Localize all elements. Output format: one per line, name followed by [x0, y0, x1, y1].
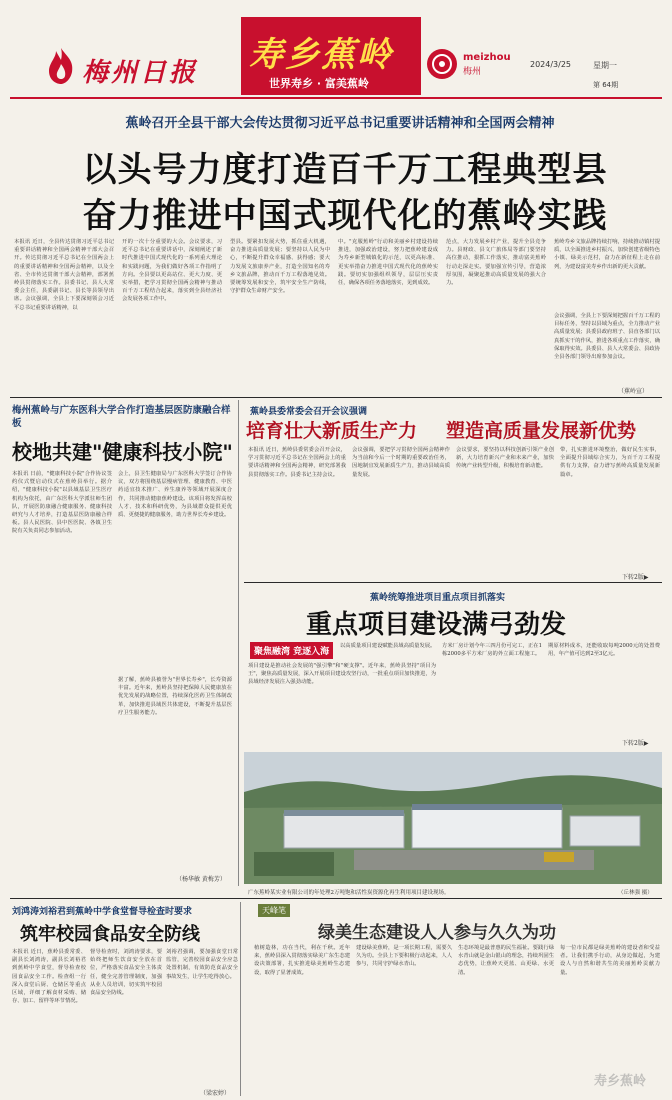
section-banner	[241, 17, 421, 95]
section-slogan: 世界寿乡 · 富美蕉岭	[269, 77, 369, 90]
paper-name: 梅州日报	[82, 58, 199, 88]
left-col-3: 据了解，蕉岭县被誉为"世界长寿乡"，长寿资源丰富。近年来，蕉岭县坚持把保障人民健康放在优先发展的战略位置，持续深化医药卫生体制改革，加快推进县域医共体建设，不断提升基层医疗卫生服务能力。	[118, 677, 232, 716]
school-col-2: 督导检查时，刘鸿涛要求，要始终把师生饮食安全放在首位，严格落实食品安全主体责任，健全完善管理制度，加强从业人员培训，切实筑牢校园食品安全防线。	[90, 949, 162, 997]
watermark: 寿乡蕉岭	[594, 1074, 647, 1089]
school-col-3: 刘裕君强调，要加强食堂日常监管，完善校园食品安全应急处置机制，有效防范食品安全事故发生，让学生吃得放心。	[166, 949, 238, 980]
masthead	[0, 0, 672, 100]
masthead-rule	[10, 97, 662, 99]
feature-col-3: 方米厂房计划今年三四月份可完工，正在1栋2000多平方米厂房的外立面工程施工。	[442, 643, 542, 658]
issue-weekday: 星期一	[593, 61, 617, 70]
left-col-1: 本报讯 日前，"健康科技小院"合作协议签约仪式暨启动仪式在蕉岭县举行。据介绍，"健康科技小院"以县域基层卫生医疗机构为依托，由广东医科大学派驻师生团队，开展医防康融合健康服务、健康科技研究与人才培养，打造基层医防康融合样板。县人民医院、县中医医院、各镇卫生院有关负责同志参加活动。	[12, 471, 112, 535]
divider-lead	[10, 397, 662, 398]
feature-headline: 重点项目建设满弓劲发	[306, 610, 567, 640]
meizhou-emblem-icon	[426, 48, 458, 80]
editorial-headline: 绿美生态建设人人参与久久为功	[318, 923, 556, 943]
lead-col-4: 中。"克服蕉岭"行动和美丽乡村建设持续推进，加强政治建设，努力把蕉岭建设成为寿乡新型城镇化的示范，以更高标准、更实举措奋力推进中国式现代化的蕉岭实践。要切实加强组织领导，层层压实责任，确保各项任务落地落实，见到成效。	[338, 239, 438, 287]
editorial-col-1: 植树造林，功在当代，利在千秋。近年来，蕉岭县深入贯彻落实绿美广东生态建设决策部署，扎实推进绿美蕉岭生态建设，取得了显著成效。	[254, 945, 350, 976]
vertical-divider-bottom	[240, 902, 241, 1096]
school-headline: 筑牢校园食品安全防线	[20, 924, 200, 945]
photo-credit: （丘林强 摄）	[618, 890, 653, 896]
lead-kicker: 蕉岭召开全县干部大会传达贯彻习近平总书记重要讲话精神和全国两会精神	[125, 116, 555, 131]
right-col-2: 会议强调，要把学习贯彻全国两会精神作为当前和今后一个时期的重要政治任务，因地制宜发展新质生产力，推动县域高质量发展。	[352, 447, 450, 478]
logo-city: 梅州	[463, 67, 482, 77]
logo-brand: meizhou	[463, 52, 511, 63]
editorial-col-3: 生态环境是最普惠的民生福祉。要践行绿水青山就是金山银山的理念，持续巩固生态优势，让蕉岭天更蓝、山更绿、水更清。	[458, 945, 554, 976]
section-title: 寿乡蕉岭	[249, 35, 393, 75]
lead-headline-2: 奋力推进中国式现代化的蕉岭实践	[82, 196, 608, 236]
feature-continued: 下转2版▶	[622, 740, 649, 747]
feature-col-2: 项目建设是推动社会发展的"强引擎"和"硬支撑"。近年来，蕉岭县坚持"项目为王"，聚焦高质量发展，深入开展项目建设攻坚行动，一批重点项目加快推进，为县域经济发展注入强劲动能。	[248, 663, 436, 686]
factory-photo	[244, 752, 662, 884]
editorial-col-2: 建设绿美蕉岭，是一项长期工程，需要久久为功。全县上下要积极行动起来，人人参与，共同守护绿水青山。	[356, 945, 452, 968]
right-col-3: 会议要求，要坚持以科技创新引领产业创新，大力培育新兴产业和未来产业，加快传统产业转型升级，积极培育新动能。	[456, 447, 554, 470]
right-continued: 下转2版▶	[622, 574, 649, 581]
lead-byline: （蕉岭宣）	[618, 388, 649, 395]
feature-col-4: 期原材料成本，还能收取每吨2000元的处置费用，年产值可达到2至3亿元。	[548, 643, 660, 658]
lead-col-1: 本报讯 近日，全县传达贯彻习近平总书记重要讲话精神和全国两会精神干部大会召开。传达贯彻习近平总书记在全国两会上的重要讲话精神和全国两会精神，以及全省、全市传达贯彻干部大会精神，部署蕉岭县贯彻落实工作。县委书记、县人大常委会主任，县委副书记、县长等县领导出席。会议强调，全县上下要深刻领会习近平总书记重要讲话精神，以	[14, 239, 114, 311]
lead-col-6: 蕉岭寿乡文旅品牌持续打响，持续推动镇村提质，以全面推进乡村振兴，加快创建省级特色小镇、绿美示范村，奋力在新征程上走在前列，为建设富美寿乡作出新的更大贡献。	[554, 239, 660, 270]
divider-right	[244, 582, 662, 583]
issue-date: 2024/3/25	[530, 60, 572, 69]
right-kicker: 蕉岭县委常委会召开会议强调	[250, 407, 368, 417]
lead-col-3: 型县。要紧扣发展大势，抓住重大机遇，奋力推进高质量发展；要坚持以人民为中心，不断提升群众幸福感、获得感；要大力发展文旅康养产业，打造全国知名的寿乡文旅品牌，推动百千万工程落地见效。要统筹发展和安全，筑牢安全生产防线，守护群众生命财产安全。	[230, 239, 330, 295]
school-byline: （梁宏婷）	[200, 1090, 231, 1097]
left-headline: 校地共建"健康科技小院"	[12, 440, 233, 464]
school-kicker: 刘鸿涛刘裕君到蕉岭中学食堂督导检查时要求	[12, 907, 193, 917]
vertical-divider-left	[238, 400, 239, 886]
school-col-1: 本报讯 近日，蕉岭县委常委、副县长刘鸿涛，副县长刘裕君到蕉岭中学食堂，督导检查校园食品安全工作。检查组一行深入食堂后厨、仓储区等重点区域，详细了解食材采购、储存、加工、留样等环节情况。	[12, 949, 86, 1005]
lead-col-7: 会议强调，全县上下要深刻把握百千万工程的目标任务，坚持以县域为重点，全力推动产业高质量发展；县委县政府班子、县直各部门以真抓实干的作风，推进各项重点工作落实，确保取得实效。县委县、县人大常委会、县政协全县各部门领导出席参加会议。	[554, 313, 660, 361]
editorial-tag: 天峰笔	[258, 904, 290, 917]
lead-col-2: 开的一次十分重要的大会。会议要求，习近平总书记在重要讲话中，深刻阐述了新时代推进中国式现代化的一系列重大理论和实践问题，为我们做好各项工作指明了方向。全县要以更高站位、更大力度、更实举措，把学习贯彻全国两会精神与推动百千万工程结合起来，落实到全县经济社会发展各项工作中。	[122, 239, 222, 303]
feature-col-1: 以高质量项目建设赋能县域高质量发展。	[340, 643, 436, 649]
lead-col-5: 范点，大力发展乡村产业，提升全县竞争力。县财政、县文广旅体局等部门要坚持高位推动，狠抓工作落实，推动富美蕉岭行动走深走实。要加强宣传引导，营造浓厚氛围，凝聚起推动高质量发展的强大合力。	[446, 239, 546, 287]
right-headline-a: 培育壮大新质生产力	[246, 420, 418, 442]
left-col-2: 会上，县卫生健康局与广东医科大学签订合作协议，双方将围绕基层慢病管理、健康教育、中医药适宜技术推广、养生康养等领域开展深度合作，共同推动健康蕉岭建设。该项目将发挥高校人才、技术和科研优势，为县域群众提供更优质、更便捷的健康服务，助力世界长寿乡建设。	[118, 471, 232, 519]
photo-caption: 广东蕉岭某实业有限公司的年处理2万吨饱和活性炭资源化再生利用项目建设现场。	[248, 890, 450, 896]
right-col-1: 本报讯 近日，蕉岭县委常委会召开会议，学习贯彻习近平总书记在全国两会上的重要讲话精神和全国两会精神，研究部署我县贯彻落实工作。县委书记主持会议。	[248, 447, 346, 478]
divider-bottom	[10, 898, 662, 899]
feature-photo-tag: 聚焦融湾 竞逐入海	[250, 642, 333, 659]
left-kicker: 梅州蕉岭与广东医科大学合作打造基层医防康融合样板	[12, 405, 231, 429]
feature-kicker: 蕉岭统筹推进项目重点项目抓落实	[370, 593, 506, 603]
paper-logo-flame-icon	[44, 46, 78, 86]
right-headline-b: 塑造高质量发展新优势	[446, 420, 637, 442]
left-byline: （杨华敏 黄梅芳）	[176, 876, 226, 883]
right-col-4: 带，扎实推进环境整治，做好民生实事，全面提升县域综合实力，为百千万工程提供有力支撑，奋力谱写蕉岭高质量发展新篇章。	[560, 447, 660, 478]
editorial-col-4: 每一位市民都是绿美蕉岭的建设者和受益者。让我们携手行动，从身边做起，为建设人与自然和谐共生的美丽蕉岭贡献力量。	[560, 945, 660, 976]
lead-headline-1: 以头号力度打造百千万工程典型县	[82, 150, 608, 190]
page-number: 第 64期	[593, 81, 619, 89]
